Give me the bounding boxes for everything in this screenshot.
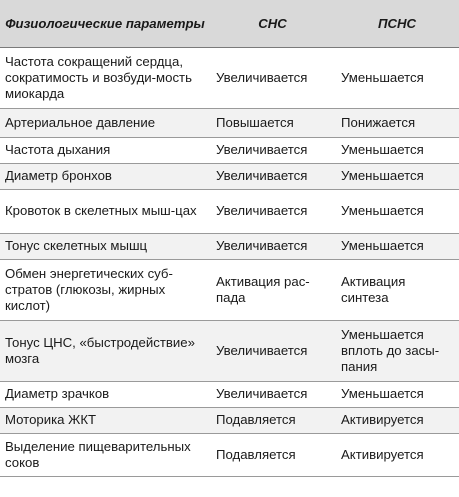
sns-cell: Увеличивается — [210, 382, 335, 408]
param-cell: Артериальное давление — [0, 109, 210, 138]
table-header — [0, 0, 459, 48]
param-cell: Обмен энергетических суб-стратов (глюкозы, жирных кислот) — [0, 260, 210, 321]
sns-cell: Увеличивается — [210, 138, 335, 164]
table-row — [0, 234, 459, 260]
param-cell: Тонус ЦНС, «быстродействие» мозга — [0, 321, 210, 382]
param-cell: Частота сокращений сердца, сократимость и возбуди-мость миокарда — [0, 48, 210, 109]
psns-cell: Уменьшается — [335, 164, 459, 190]
psns-cell: Уменьшается вплоть до засы-пания — [335, 321, 459, 382]
sns-cell: Подавляется — [210, 434, 335, 477]
table-row — [0, 109, 459, 138]
sns-cell: Повышается — [210, 109, 335, 138]
psns-cell: Уменьшается — [335, 234, 459, 260]
sns-cell: Подавляется — [210, 408, 335, 434]
sns-cell: Активация рас-пада — [210, 260, 335, 321]
table-row — [0, 321, 459, 382]
header-row — [0, 0, 459, 48]
psns-cell: Уменьшается — [335, 382, 459, 408]
param-cell: Тонус скелетных мышц — [0, 234, 210, 260]
table-row — [0, 48, 459, 109]
param-cell: Кровоток в скелетных мыш-цах — [0, 190, 210, 234]
param-cell: Моторика ЖКТ — [0, 408, 210, 434]
psns-cell: Активируется — [335, 408, 459, 434]
psns-cell: Понижается — [335, 109, 459, 138]
header-param: Физиологические параметры — [0, 0, 210, 48]
header-sns: СНС — [210, 0, 335, 48]
table-row — [0, 434, 459, 477]
table-row — [0, 164, 459, 190]
table-row — [0, 260, 459, 321]
table-row — [0, 382, 459, 408]
param-cell: Выделение пищеварительных соков — [0, 434, 210, 477]
psns-cell: Активация синтеза — [335, 260, 459, 321]
param-cell: Диаметр зрачков — [0, 382, 210, 408]
sns-cell: Увеличивается — [210, 164, 335, 190]
psns-cell: Активируется — [335, 434, 459, 477]
sns-cell: Увеличивается — [210, 190, 335, 234]
psns-cell: Уменьшается — [335, 138, 459, 164]
table-row — [0, 138, 459, 164]
psns-cell: Уменьшается — [335, 190, 459, 234]
header-psns: ПСНС — [335, 0, 459, 48]
param-cell: Диаметр бронхов — [0, 164, 210, 190]
table-body — [0, 48, 459, 477]
table-row — [0, 190, 459, 234]
sns-cell: Увеличивается — [210, 234, 335, 260]
sns-cell: Увеличивается — [210, 321, 335, 382]
sns-cell: Увеличивается — [210, 48, 335, 109]
psns-cell: Уменьшается — [335, 48, 459, 109]
table-row — [0, 408, 459, 434]
param-cell: Частота дыхания — [0, 138, 210, 164]
